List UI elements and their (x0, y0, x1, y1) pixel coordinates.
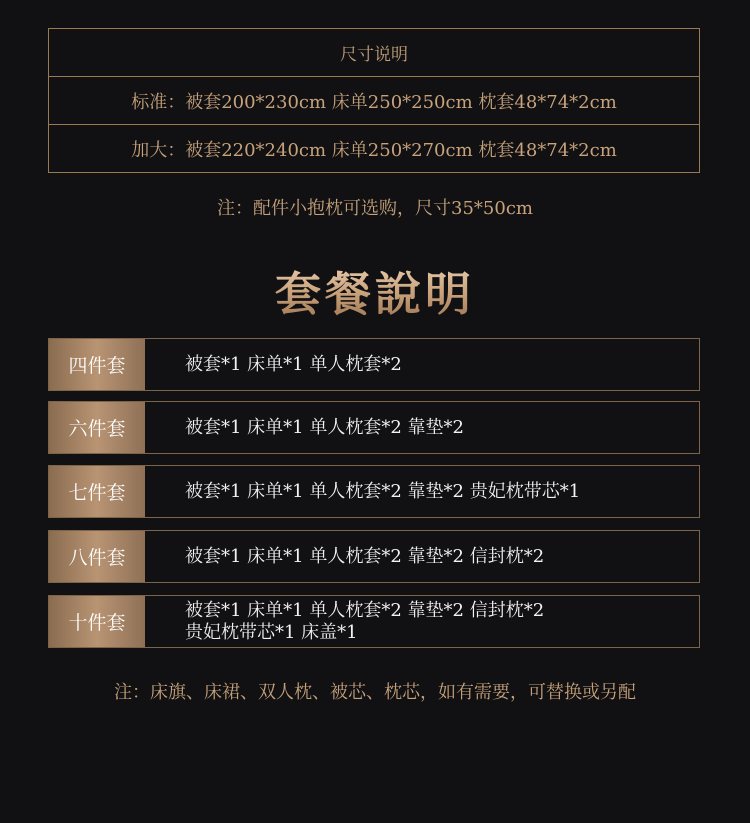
package-items (145, 466, 580, 517)
package-label: 七件套 (49, 466, 145, 517)
package-row-seven (48, 465, 700, 518)
size-note: 注：配件小抱枕可选购，尺寸35*50cm (217, 198, 533, 219)
package-items-line: 被套*1 床单*1 单人枕套*2 靠垫*2 (185, 416, 464, 438)
bottom-note: 注：床旗、床裙、双人枕、被芯、枕芯，如有需要，可替换或另配 (114, 682, 636, 703)
package-row-eight (48, 530, 700, 583)
size-row-large: 加大：被套220*240cm 床单250*270cm 枕套48*74*2cm (49, 124, 699, 172)
package-row-four (48, 338, 700, 391)
size-table-header: 尺寸说明 (340, 45, 408, 65)
package-items (145, 596, 544, 647)
size-table (48, 28, 700, 173)
package-items-line: 被套*1 床单*1 单人枕套*2 靠垫*2 信封枕*2 (185, 545, 545, 567)
package-label: 六件套 (49, 402, 145, 453)
package-items-line-2: 贵妃枕带芯*1 床盖*1 (185, 621, 358, 643)
package-title: 套餐說明 (0, 258, 750, 324)
package-label: 八件套 (49, 531, 145, 582)
package-items-line: 被套*1 床单*1 单人枕套*2 (185, 353, 402, 375)
package-label: 四件套 (49, 339, 145, 390)
package-row-ten (48, 595, 700, 648)
package-items-line: 被套*1 床单*1 单人枕套*2 靠垫*2 信封枕*2 (185, 599, 545, 621)
package-label: 十件套 (49, 596, 145, 647)
package-row-six (48, 401, 700, 454)
package-items (145, 531, 544, 582)
size-row-standard: 标准：被套200*230cm 床单250*250cm 枕套48*74*2cm (49, 76, 699, 124)
package-items (145, 402, 464, 453)
package-items (145, 339, 402, 390)
package-items-line: 被套*1 床单*1 单人枕套*2 靠垫*2 贵妃枕带芯*1 (185, 480, 581, 502)
